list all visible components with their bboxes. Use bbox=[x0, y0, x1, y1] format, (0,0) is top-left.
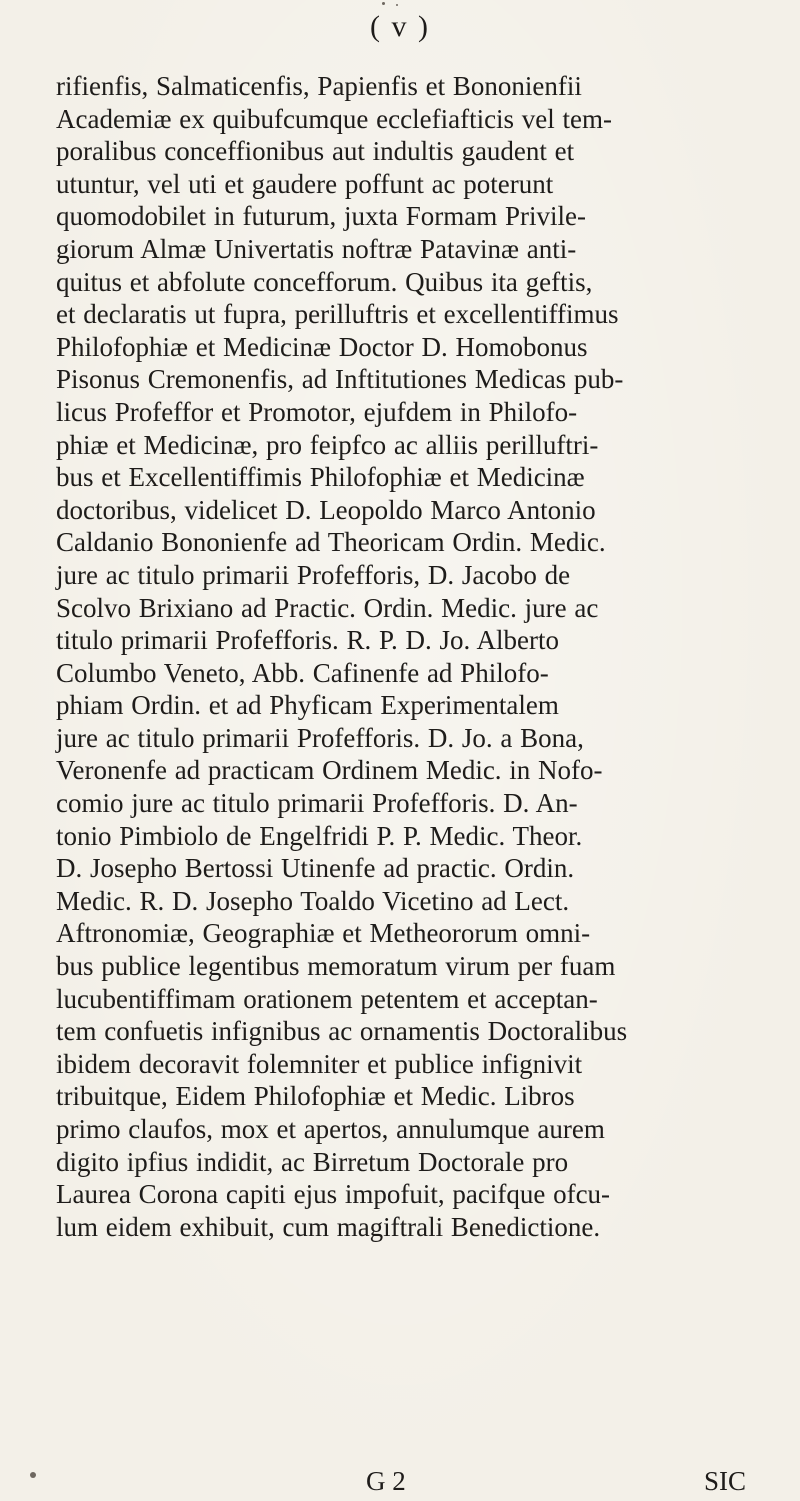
text-line: et declaratis ut fupra, perilluftris et excellentiffimus bbox=[56, 299, 619, 330]
text-line: phiam Ordin. et ad Phyficam Experimentalem bbox=[56, 690, 559, 721]
body-text bbox=[56, 70, 796, 1243]
text-line: jure ac titulo primarii Profefforis, D. Jacobo de bbox=[56, 559, 571, 590]
text-line: tonio Pimbiolo de Engelfridi P. P. Medic. Theor. bbox=[56, 820, 583, 851]
signature-mark: G 2 bbox=[366, 1466, 406, 1496]
text-line: bus et Excellentiffimis Philofophiæ et Medicinæ bbox=[56, 462, 585, 493]
text-line: Veronenfe ad practicam Ordinem Medic. in Nofo- bbox=[56, 755, 603, 786]
ink-speck bbox=[30, 1472, 36, 1478]
text-line: D. Josepho Bertossi Utinenfe ad practic. Ordin. bbox=[56, 853, 575, 884]
page-footer bbox=[0, 1466, 800, 1500]
text-line: giorum Almæ Univertatis noftræ Patavinæ anti- bbox=[56, 233, 577, 264]
text-line: poralibus conceffionibus aut indultis gaudent et bbox=[56, 136, 575, 167]
text-line: jure ac titulo primarii Profefforis. D. Jo. a Bona, bbox=[56, 722, 584, 753]
text-line: rifienfis, Salmaticenfis, Papienfis et Bononienfii bbox=[56, 71, 582, 101]
text-line: comio jure ac titulo primarii Profefforis. D. An- bbox=[56, 788, 578, 819]
text-line: quitus et abfolute concefforum. Quibus ita geftis, bbox=[56, 266, 593, 297]
catchword: SIC bbox=[704, 1466, 747, 1496]
text-line: Caldanio Bononienfe ad Theoricam Ordin. Medic. bbox=[56, 527, 606, 558]
text-line: lucubentiffimam orationem petentem et acceptan- bbox=[56, 983, 598, 1014]
text-line: Laurea Corona capiti ejus impofuit, pacifque ofcu- bbox=[56, 1179, 611, 1210]
text-line: Aftronomiæ, Geographiæ et Metheororum omni- bbox=[56, 918, 591, 949]
text-line: utuntur, vel uti et gaudere poffunt ac poterunt bbox=[56, 168, 554, 199]
text-line: doctoribus, videlicet D. Leopoldo Marco Antonio bbox=[56, 494, 596, 525]
text-line: phiæ et Medicinæ, pro feipfco ac alliis perilluftri- bbox=[56, 429, 599, 460]
text-line: Academiæ ex quibufcumque ecclefiafticis vel tem- bbox=[56, 103, 613, 134]
text-line: Medic. R. D. Josepho Toaldo Vicetino ad Lect. bbox=[56, 885, 570, 916]
text-line: Pisonus Cremonenfis, ad Inftitutiones Medicas pub- bbox=[56, 364, 624, 395]
text-line: primo claufos, mox et apertos, annulumque aurem bbox=[56, 1114, 605, 1144]
text-line: titulo primarii Profefforis. R. P. D. Jo. Alberto bbox=[56, 625, 559, 656]
text-line: licus Profeffor et Promotor, ejufdem in Philofo- bbox=[56, 396, 578, 427]
text-line: bus publice legentibus memoratum virum per fuam bbox=[56, 951, 616, 982]
ink-speck bbox=[382, 2, 385, 5]
text-line: quomodobilet in futurum, juxta Formam Privile- bbox=[56, 201, 586, 232]
text-line: lum eidem exhibuit, cum magiftrali Benedictione. bbox=[56, 1211, 601, 1242]
text-line: tribuitque, Eidem Philofophiæ et Medic. Libros bbox=[56, 1081, 575, 1112]
text-line: tem confuetis infignibus ac ornamentis Doctoralibus bbox=[56, 1016, 628, 1047]
page-number: ( v ) bbox=[370, 10, 430, 43]
text-line: Philofophiæ et Medicinæ Doctor D. Homobonus bbox=[56, 331, 588, 362]
text-line: Columbo Veneto, Abb. Cafinenfe ad Philofo- bbox=[56, 657, 549, 688]
text-line: Scolvo Brixiano ad Practic. Ordin. Medic. jure ac bbox=[56, 592, 599, 623]
ink-speck bbox=[396, 4, 398, 6]
text-line: digito ipfius indidit, ac Birretum Doctorale pro bbox=[56, 1146, 569, 1177]
text-line: ibidem decoravit folemniter et publice infignivit bbox=[56, 1048, 583, 1079]
